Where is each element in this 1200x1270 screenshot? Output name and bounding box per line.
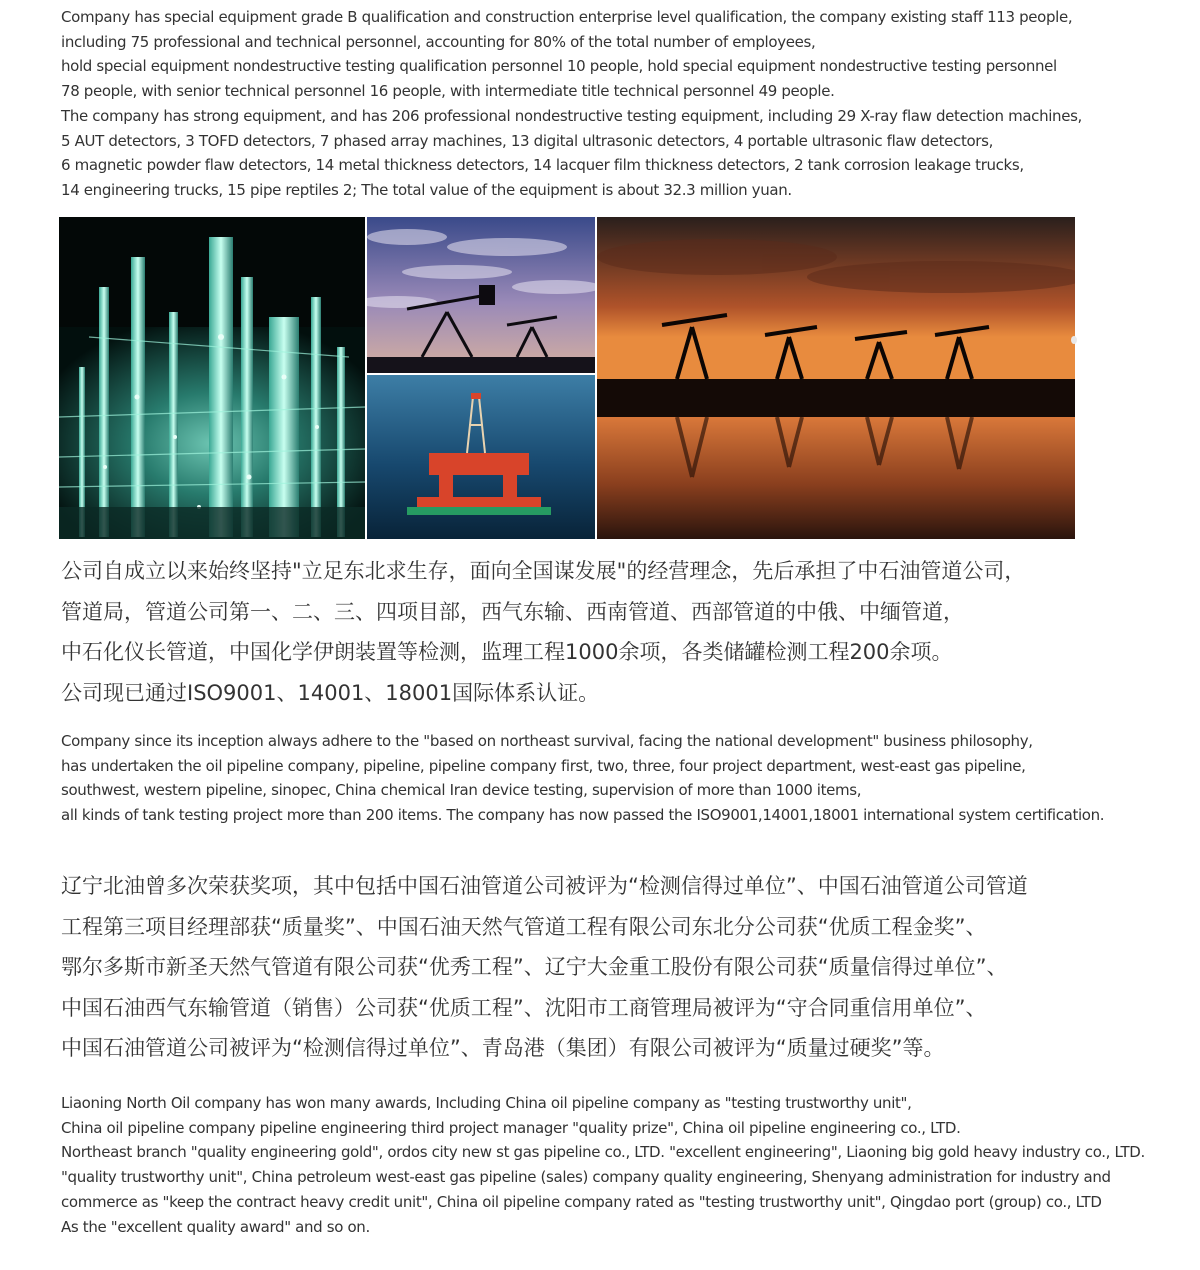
- text-line: Northeast branch "quality engineering gold", ordos city new st gas pipeline co., LTD. "excellent engineering", Liaoning big gold heavy industry co., LTD.: [61, 1143, 1145, 1162]
- awards-paragraph-en: [61, 1091, 1145, 1239]
- photo-collage: [59, 217, 1075, 539]
- pumpjacks-sky-photo: [367, 217, 595, 373]
- text-line: Company has special equipment grade B qualification and construction enterprise level qualification, the company existing staff 113 people,: [61, 8, 1073, 26]
- text-line: The company has strong equipment, and has 206 professional nondestructive testing equipment, including 29 X-ray flaw detection machines,: [61, 106, 1082, 125]
- text-line: As the "excellent quality award" and so on.: [61, 1217, 370, 1236]
- text-line: 公司现已通过ISO9001、14001、18001国际体系认证。: [61, 680, 600, 705]
- philosophy-paragraph-en: [61, 729, 1104, 828]
- text-line: 中国石油西气东输管道（销售）公司获“优质工程”、沈阳市工商管理局被评为“守合同重信用单位”、: [61, 995, 987, 1020]
- text-line: 6 magnetic powder flaw detectors, 14 metal thickness detectors, 14 lacquer film thickness detectors, 2 tank corrosion leakage trucks,: [61, 156, 1024, 175]
- text-line: southwest, western pipeline, sinopec, China chemical Iran device testing, supervision of more than 1000 items,: [61, 781, 862, 800]
- text-line: commerce as "keep the contract heavy credit unit", China oil pipeline company rated as "testing trustworthy unit", Qingdao port (group) co., LTD: [61, 1192, 1102, 1211]
- text-line: 中国石油管道公司被评为“检测信得过单位”、青岛港（集团）有限公司被评为“质量过硬奖”等。: [61, 1036, 945, 1060]
- text-line: China oil pipeline company pipeline engineering third project manager "quality prize", China oil pipeline engineering co., LTD.: [61, 1118, 961, 1137]
- text-line: including 75 professional and technical personnel, accounting for 80% of the total number of employees,: [61, 32, 816, 51]
- text-line: 5 AUT detectors, 3 TOFD detectors, 7 phased array machines, 13 digital ultrasonic detectors, 4 portable ultrasonic flaw detectors,: [61, 131, 993, 150]
- offshore-rig-photo: [367, 375, 595, 539]
- text-line: 管道局，管道公司第一、二、三、四项目部，西气东输、西南管道、西部管道的中俄、中缅管道，: [61, 599, 964, 624]
- philosophy-paragraph-zh: [61, 551, 1025, 713]
- petrochemical-plant-photo: [59, 217, 365, 539]
- text-line: 公司自成立以来始终坚持"立足东北求生存，面向全国谋发展"的经营理念，先后承担了中石油管道公司，: [61, 559, 1026, 583]
- text-line: 中石化仪长管道，中国化学伊朗装置等检测，监理工程1000余项，各类储罐检测工程200余项。: [61, 640, 953, 664]
- text-line: 工程第三项目经理部获“质量奖”、中国石油天然气管道工程有限公司东北分公司获“优质工程金奖”、: [61, 914, 987, 939]
- text-line: 辽宁北油曾多次荣获奖项，其中包括中国石油管道公司被评为“检测信得过单位”、中国石油管道公司管道: [61, 874, 1028, 898]
- text-line: Liaoning North Oil company has won many awards, Including China oil pipeline company as "testing trustworthy unit",: [61, 1094, 912, 1112]
- awards-paragraph-zh: [61, 866, 1028, 1069]
- text-line: Company since its inception always adhere to the "based on northeast survival, facing the national development" business philosophy,: [61, 732, 1033, 750]
- text-line: all kinds of tank testing project more than 200 items. The company has now passed the ISO9001,14001,18001 international system certification.: [61, 806, 1105, 825]
- intro-paragraph-en: [61, 5, 1082, 203]
- text-line: 鄂尔多斯市新圣天然气管道有限公司获“优秀工程”、辽宁大金重工股份有限公司获“质量信得过单位”、: [61, 955, 1008, 979]
- text-line: 14 engineering trucks, 15 pipe reptiles 2; The total value of the equipment is about 32.3 million yuan.: [61, 180, 792, 199]
- collage-edge-dot: [1071, 336, 1077, 344]
- text-line: 78 people, with senior technical personnel 16 people, with intermediate title technical personnel 49 people.: [61, 82, 835, 101]
- sunset-oilfield-photo: [597, 217, 1075, 539]
- text-line: has undertaken the oil pipeline company, pipeline, pipeline company first, two, three, four project department, west-east gas pipeline,: [61, 756, 1026, 775]
- text-line: "quality trustworthy unit", China petroleum west-east gas pipeline (sales) company quality engineering, Shenyang administration for industry and: [61, 1168, 1111, 1187]
- text-line: hold special equipment nondestructive testing qualification personnel 10 people, hold special equipment nondestructive testing personnel: [61, 57, 1057, 76]
